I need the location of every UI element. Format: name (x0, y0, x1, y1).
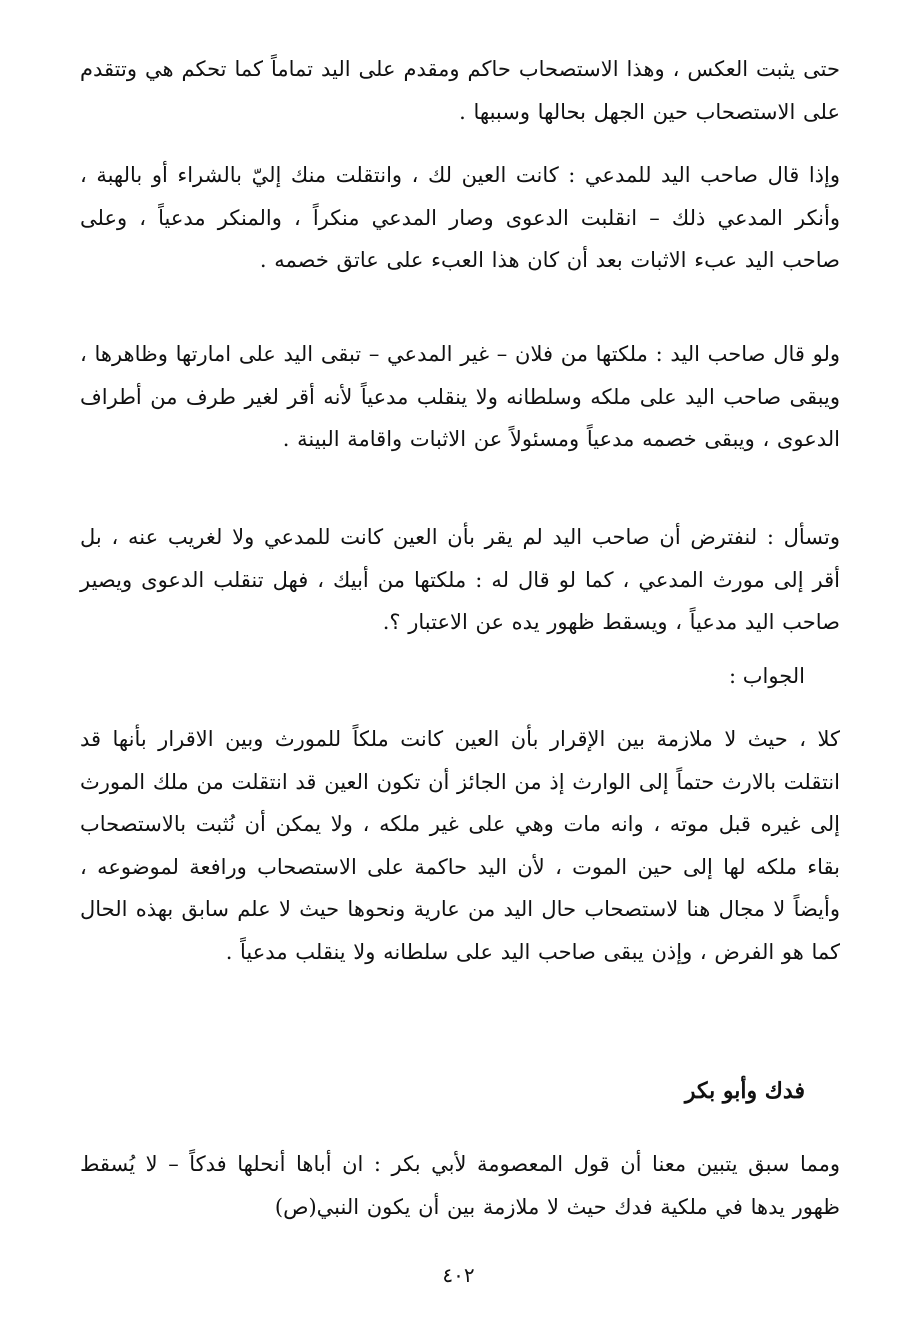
section-paragraph: ومما سبق يتبين معنا أن قول المعصومة لأبي بكر : ان أباها أنحلها فدكاً – لا يُسقط ظهور يدها في ملكية فدك حيث لا ملازمة بين أن يكون النبي(ص) (80, 1152, 840, 1219)
paragraph-continuation: حتى يثبت العكس ، وهذا الاستصحاب حاكم ومقدم على اليد تماماً كما تحكم هي وتتقدم على الاستصحاب حين الجهل بحالها وسببها . (80, 57, 840, 124)
answer-label: الجواب : (729, 664, 805, 688)
answer-paragraph: كلا ، حيث لا ملازمة بين الإقرار بأن العين كانت ملكاً للمورث وبين الاقرار بأنها قد انتقلت بالارث حتماً إلى الوارث إذ من الجائز أن تكون العين قد انتقلت من ملك المورث إلى غيره قبل موته ، وانه مات وهي على غير ملكه ، ولا يمكن أن نُثبت بالاستصحاب بقاء ملكه لها إلى حين الموت ، لأن اليد حاكمة على الاستصحاب ورافعة لموضوعه ، وأيضاً لا مجال هنا لاستصحاب حال اليد من عارية ونحوها حيث لا علم سابق بهذه الحال كما هو الفرض ، وإذن يبقى صاحب اليد على سلطانه ولا ينقلب مدعياً . (80, 727, 840, 964)
page-number: ٤٠٢ (442, 1263, 475, 1287)
section-heading: فدك وأبو بكر (684, 1078, 805, 1104)
paragraph-possessor-acquired-from-third-party: ولو قال صاحب اليد : ملكتها من فلان – غير المدعي – تبقى اليد على امارتها وظاهرها ، ويبقى صاحب اليد على ملكه وسلطانه ولا ينقلب مدعياً لأنه أقر لغير طرف من أطراف الدعوى ، ويبقى خصمه مدعياً ومسئولاً عن الاثبات واقامة البينة . (80, 342, 840, 451)
paragraph-question: وتسأل : لنفترض أن صاحب اليد لم يقر بأن العين كانت للمدعي ولا لغريب عنه ، بل أقر إلى مورث المدعي ، كما لو قال له : ملكتها من أبيك ، فهل تنقلب الدعوى ويصير صاحب اليد مدعياً ، ويسقط ظهور يده عن الاعتبار ؟. (80, 525, 840, 634)
paragraph-possessor-admits-claimant: وإذا قال صاحب اليد للمدعي : كانت العين لك ، وانتقلت منك إليّ بالشراء أو بالهبة ، وأنكر المدعي ذلك – انقلبت الدعوى وصار المدعي منكراً ، والمنكر مدعياً ، وعلى صاحب اليد عبء الاثبات بعد أن كان هذا العبء على عاتق خصمه . (80, 163, 840, 272)
